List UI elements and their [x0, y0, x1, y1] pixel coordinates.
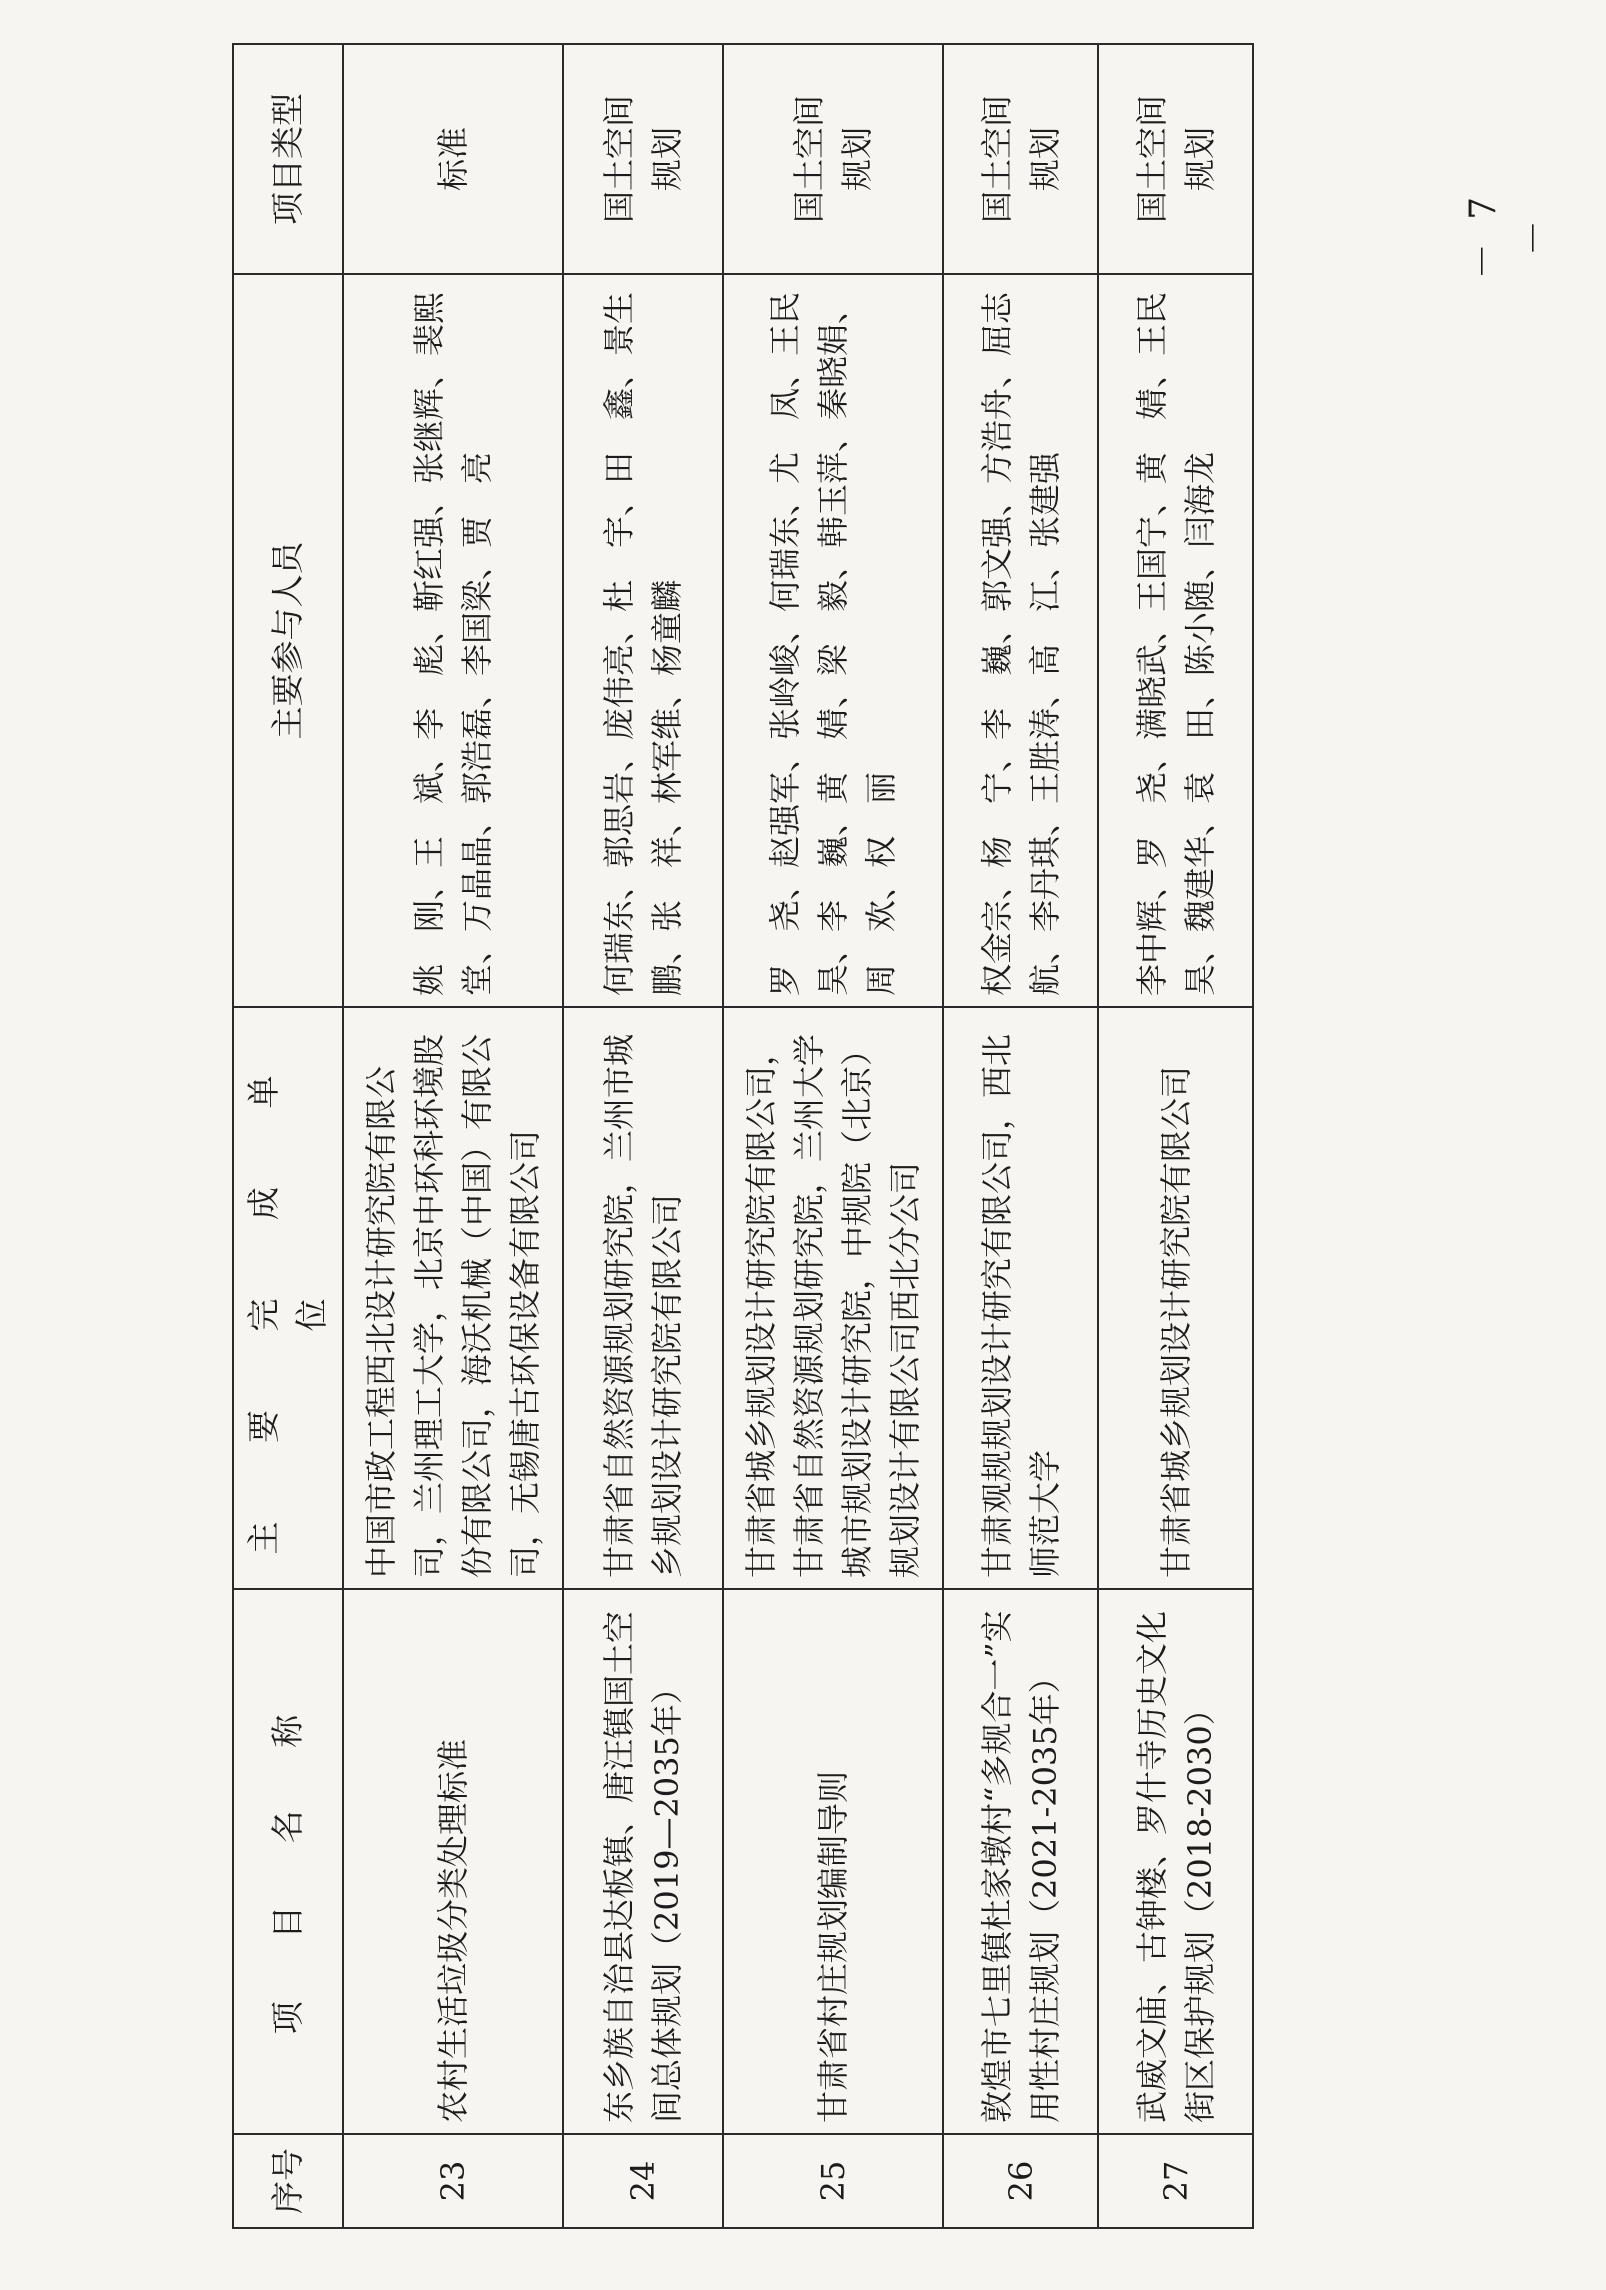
main-unit: 甘肃省城乡规划设计研究院有限公司 [1098, 1007, 1253, 1589]
header-project-type: 项目类型 [233, 44, 343, 274]
main-people: 何瑞东、郭思岩、庞伟亮、杜 宇、田 鑫、景生鹏、张 祥、林军维、杨童麟 [563, 274, 723, 1007]
project-name: 敦煌市七里镇杜家墩村“多规合一”实用性村庄规划（2021-2035年） [943, 1589, 1098, 2134]
table-row [943, 44, 1098, 2228]
project-name: 农村生活垃圾分类处理标准 [343, 1589, 563, 2134]
project-type: 国土空间规划 [1098, 44, 1253, 274]
table-row [343, 44, 563, 2228]
row-no: 23 [343, 2134, 563, 2228]
project-name: 甘肃省村庄规划编制导则 [723, 1589, 943, 2134]
project-name: 武威文庙、古钟楼、罗什寺历史文化街区保护规划（2018-2030） [1098, 1589, 1253, 2134]
table-row [723, 44, 943, 2228]
row-no: 27 [1098, 2134, 1253, 2228]
row-no: 25 [723, 2134, 943, 2228]
project-type: 标准 [343, 44, 563, 274]
header-main-unit: 主 要 完 成 单 位 [233, 1007, 343, 1589]
row-no: 26 [943, 2134, 1098, 2228]
header-no: 序号 [233, 2134, 343, 2228]
table-header-row [233, 44, 343, 2228]
main-unit: 甘肃省城乡规划设计研究院有限公司，甘肃省自然资源规划研究院，兰州大学城市规划设计研究院，中规院（北京）规划设计有限公司西北分公司 [723, 1007, 943, 1589]
main-people: 姚 刚、王 斌、李 彪、靳红强、张继辉、裴熙堂、万晶晶、郭浩磊、李国梁、贾 亮 [343, 274, 563, 1007]
project-type: 国土空间规划 [563, 44, 723, 274]
project-type: 国土空间规划 [723, 44, 943, 274]
main-unit: 甘肃省自然资源规划研究院，兰州市城乡规划设计研究院有限公司 [563, 1007, 723, 1589]
row-no: 24 [563, 2134, 723, 2228]
main-people: 权金宗、杨 宁、李 巍、郭文强、方浩舟、屈志航、李丹琪、王胜涛、高 江、张建强 [943, 274, 1098, 1007]
project-name: 东乡族自治县达板镇、唐汪镇国土空间总体规划（2019—2035年） [563, 1589, 723, 2134]
header-main-people: 主要参与人员 [233, 274, 343, 1007]
table-row [1098, 44, 1253, 2228]
header-project-name: 项 目 名 称 [233, 1589, 343, 2134]
table-row [563, 44, 723, 2228]
main-unit: 甘肃观规规划设计研究有限公司，西北师范大学 [943, 1007, 1098, 1589]
main-unit: 中国市政工程西北设计研究院有限公司，兰州理工大学，北京中环科环境股份有限公司，海沃机械（中国）有限公司，无锡唐古环保设备有限公司 [343, 1007, 563, 1589]
main-people: 罗 尧、赵强军、张岭峻、何瑞东、尤 凤、王民昊、李 巍、黄 婧、梁 毅、韩玉萍、秦晓娟、周 欢、权 丽 [723, 274, 943, 1007]
project-type: 国土空间规划 [943, 44, 1098, 274]
page-number: － 7 － [1463, 190, 1555, 280]
awards-table [232, 43, 1254, 2229]
main-people: 李中辉、罗 尧、满晓武、王国宁、黄 婧、王民昊、魏建华、袁 田、陈小随、闫海龙 [1098, 274, 1253, 1007]
